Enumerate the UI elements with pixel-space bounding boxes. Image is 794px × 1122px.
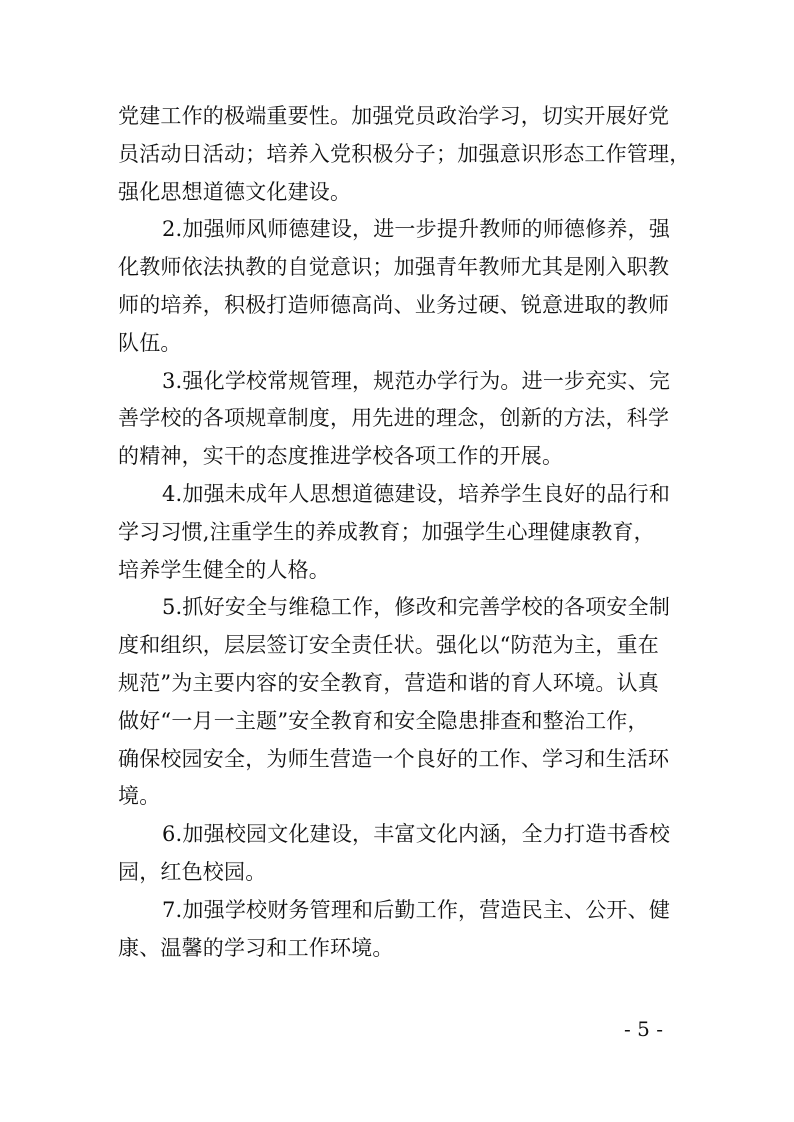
page-number: - 5 -: [624, 1017, 663, 1041]
paragraph-item-3: [118, 363, 683, 476]
text-line: 7.加强学校财务管理和后勤工作，营造民主、公开、健: [162, 897, 671, 922]
text-line: 员活动日活动；培养入党积极分子；加强意识形态工作管理，: [118, 141, 691, 166]
text-line: 4.加强未成年人思想道德建设，培养学生良好的品行和: [162, 481, 671, 506]
paragraph-item-4: [118, 476, 683, 589]
text-line: 5.抓好安全与维稳工作，修改和完善学校的各项安全制: [162, 595, 671, 620]
text-line: 园，红色校园。: [118, 859, 267, 884]
paragraph-item-6: [118, 816, 683, 892]
text-line: 康、温馨的学习和工作环境。: [118, 935, 394, 960]
paragraph-item-5: [118, 589, 683, 816]
text-line: 度和组织，层层签订安全责任状。强化以“防范为主，重在: [118, 633, 659, 658]
paragraph-item-7: [118, 892, 683, 968]
text-line: 化教师依法执教的自觉意识；加强青年教师尤其是刚入职教: [118, 255, 670, 280]
text-line: 做好“一月一主题”安全教育和安全隐患排查和整治工作，: [118, 708, 649, 733]
document-body: [118, 98, 691, 967]
text-line: 确保校园安全，为师生营造一个良好的工作、学习和生活环: [118, 746, 670, 771]
text-line: 队伍。: [118, 330, 182, 355]
text-line: 境。: [118, 784, 161, 809]
text-line: 6.加强校园文化建设，丰富文化内涵，全力打造书香校: [162, 822, 671, 847]
text-line: 规范”为主要内容的安全教育，营造和谐的育人环境。认真: [118, 670, 659, 695]
paragraph-item-2: [118, 211, 683, 362]
text-line: 党建工作的极端重要性。加强党员政治学习，切实开展好党: [118, 104, 670, 128]
text-line: 师的培养，积极打造师德高尚、业务过硬、锐意进取的教师: [118, 292, 670, 317]
text-line: 培养学生健全的人格。: [118, 557, 330, 582]
text-line: 学习习惯,注重学生的养成教育；加强学生心理健康教育，: [118, 519, 655, 544]
text-line: 的精神，实干的态度推进学校各项工作的开展。: [118, 444, 564, 469]
text-line: 善学校的各项规章制度，用先进的理念，创新的方法，科学: [118, 406, 670, 431]
paragraph-party-building: [118, 98, 691, 211]
text-line: 2.加强师风师德建设，进一步提升教师的师德修养，强: [162, 217, 671, 242]
text-line: 3.强化学校常规管理，规范办学行为。进一步充实、完: [162, 368, 671, 393]
text-line: 强化思想道德文化建设。: [118, 179, 352, 204]
